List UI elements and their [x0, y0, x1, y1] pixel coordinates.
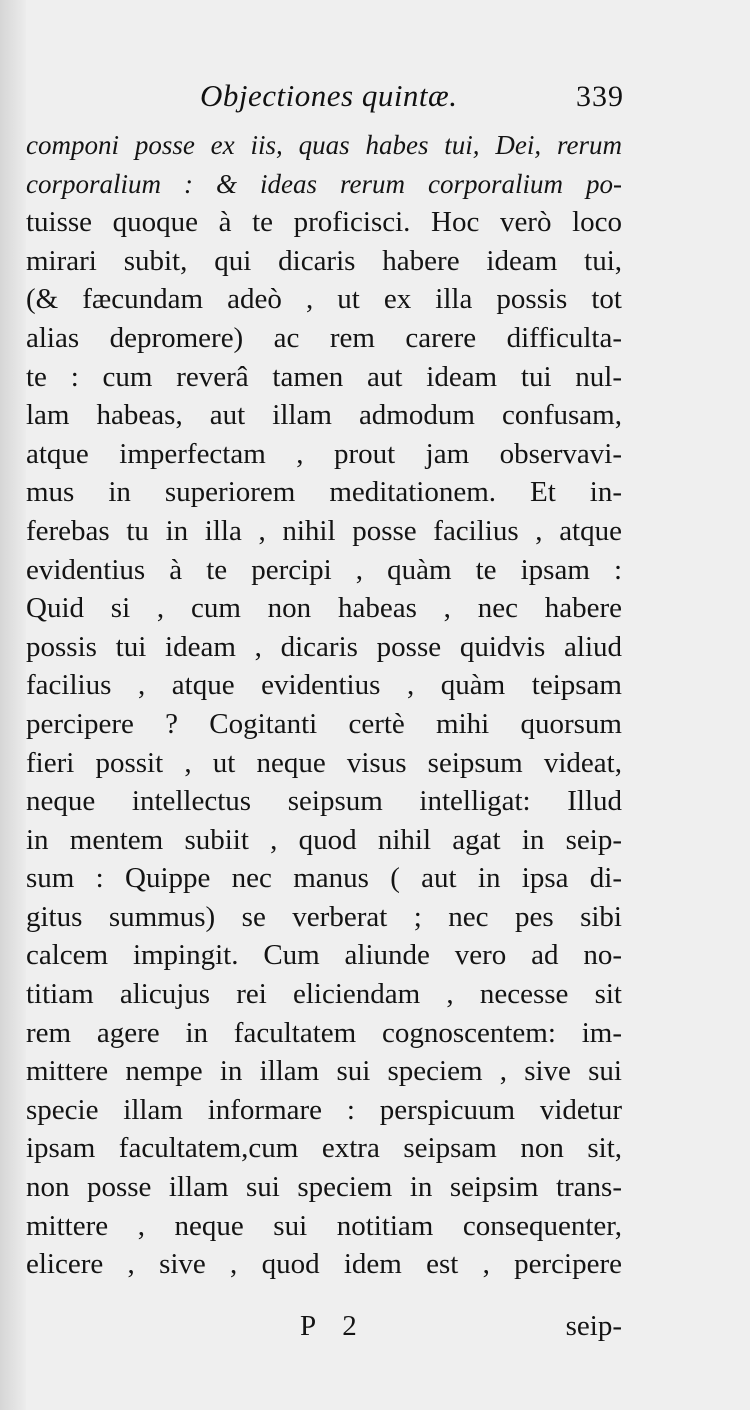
page-number: 339: [576, 80, 624, 113]
text-line: percipere ? Cogitanti certè mihi quorsum: [26, 707, 622, 740]
text-line: gitus summus) se verberat ; nec pes sibi: [26, 900, 622, 933]
body-text: [26, 126, 622, 1284]
text-line: titiam alicujus rei eliciendam , necesse sit: [26, 978, 622, 1011]
page-header: [200, 78, 630, 122]
text-line: non posse illam sui speciem in seipsim trans-: [26, 1171, 622, 1204]
running-title: Objectiones quintæ.: [200, 78, 458, 113]
text-line: elicere , sive , quod idem est , percipere: [26, 1248, 622, 1281]
catchword: seip-: [565, 1310, 622, 1342]
text-line: tuisse quoque à te proficisci. Hoc verò loco: [26, 206, 622, 239]
text-line: evidentius à te percipi , quàm te ipsam :: [26, 553, 622, 586]
text-line: facilius , atque evidentius , quàm teipsam: [26, 669, 622, 702]
text-line: fieri possit , ut neque visus seipsum videat,: [26, 746, 622, 779]
text-line: mus in superiorem meditationem. Et in-: [26, 476, 622, 509]
text-line: rem agere in facultatem cognoscentem: im-: [26, 1016, 622, 1049]
text-line: Quid si , cum non habeas , nec habere: [26, 592, 622, 625]
text-line: in mentem subiit , quod nihil agat in seip-: [26, 823, 622, 856]
text-line: specie illam informare : perspicuum videtur: [26, 1093, 622, 1126]
text-line: (& fæcundam adeò , ut ex illa possis tot: [26, 283, 622, 316]
signature-mark: P 2: [300, 1310, 367, 1342]
text-line: te : cum reverâ tamen aut ideam tui nul-: [26, 360, 622, 393]
page-gutter-shadow: [0, 0, 26, 1410]
page-footer: [26, 1310, 622, 1350]
text-line: componi posse ex iis, quas habes tui, Dei, rerum: [26, 130, 622, 160]
text-line: calcem impingit. Cum aliunde vero ad no-: [26, 939, 622, 972]
text-line: lam habeas, aut illam admodum confusam,: [26, 399, 622, 432]
text-line: ferebas tu in illa , nihil posse facilius , atque: [26, 514, 622, 547]
text-line: ipsam facultatem,cum extra seipsam non sit,: [26, 1132, 622, 1165]
text-line: atque imperfectam , prout jam observavi-: [26, 437, 622, 470]
text-line: mittere , neque sui notitiam consequenter,: [26, 1209, 622, 1242]
text-line: alias depromere) ac rem carere difficulta-: [26, 321, 622, 354]
text-line: mittere nempe in illam sui speciem , sive sui: [26, 1055, 622, 1088]
text-line: possis tui ideam , dicaris posse quidvis aliud: [26, 630, 622, 663]
text-line: mirari subit, qui dicaris habere ideam tui,: [26, 244, 622, 277]
text-line: neque intellectus seipsum intelligat: Illud: [26, 785, 622, 818]
text-line: corporalium : & ideas rerum corporalium po-: [26, 168, 622, 199]
text-line: sum : Quippe nec manus ( aut in ipsa di-: [26, 862, 622, 895]
